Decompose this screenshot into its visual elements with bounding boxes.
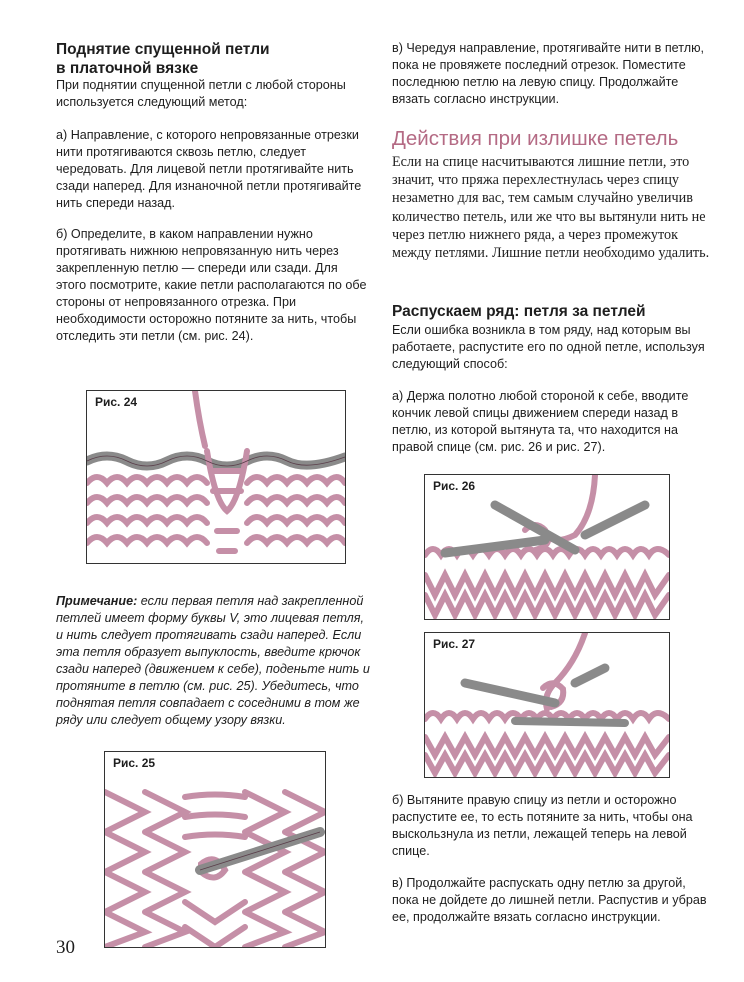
figure-27-illustration: [425, 633, 669, 777]
figure-26: [424, 474, 670, 620]
note-paragraph: [56, 593, 372, 729]
figure-27: [424, 632, 670, 778]
left-section-title: [56, 40, 356, 78]
left-title-line1: Поднятие спущенной петли: [56, 41, 270, 58]
note-text: если первая петля над закрепленной петлей имеет форму буквы V, это лицевая петля, и нить следует протягивать сзади наперед. Если эта петля образует выпуклость, введите крючок сзади наперед (движением к себе), поденьте нить и протяните в петлю (см. рис. 25). Убедитесь, что поднятая петля совпадает с соседними в том же ряду или следует общему узору вязки.: [56, 594, 370, 727]
note-label: Примечание:: [56, 594, 138, 608]
unravel-heading: Распускаем ряд: петля за петлей: [392, 303, 646, 320]
figure-24-label: Рис. 24: [95, 395, 138, 409]
left-title-line2: в платочной вязке: [56, 60, 199, 77]
figure-24-illustration: [87, 391, 345, 563]
excess-loops-text: Если на спице насчитываются лишние петли, это значит, что пряжа перехлестнулась через спицу незаметно для вас, тем самым случайно увеличив количество петель, или же что вы вытянули нить не через петлю нижнего ряда, а через промежуток между петлями. Лишние петли необходимо удалить.: [392, 154, 710, 262]
figure-25-label: Рис. 25: [113, 756, 156, 770]
figure-24: [86, 390, 346, 564]
right-step-a: а) Держа полотно любой стороной к себе, вводите кончик левой спицы движением спереди назад в петлю, из которой вытянута та, что находится на правой спице (см. рис. 26 и рис. 27).: [392, 389, 689, 454]
figure-25: [104, 751, 326, 948]
figure-27-label: Рис. 27: [433, 637, 476, 651]
left-intro: При поднятии спущенной петли с любой стороны используется следующий метод:: [56, 78, 346, 109]
right-step-v: в) Продолжайте распускать одну петлю за другой, пока не дойдете до лишней петли. Распустив и убрав ее, продолжайте вязать согласно инструкции.: [392, 876, 707, 924]
figure-25-illustration: [105, 752, 325, 947]
left-step-a: а) Направление, с которого непровязанные отрезки нити протягиваются сквозь петлю, следует чередовать. Для лицевой петли протягивайте нить сзади наперед. Для изнаночной петли протягивайте нить спереди назад.: [56, 128, 362, 210]
figure-26-illustration: [425, 475, 669, 619]
page-number: 30: [56, 937, 75, 958]
left-step-b: б) Определите, в каком направлении нужно протягивать нижнюю непровязанную нить через закрепленную петлю — спереди или сзади. Для этого посмотрите, какие петли располагаются по обе стороны от непровязанного отрезка. При необходимости осторожно потяните за нить, чтобы отследить эти петли (см. рис. 24).: [56, 227, 367, 343]
unravel-intro: Если ошибка возникла в том ряду, над которым вы работаете, распустите его по одной петле, используя следующий способ:: [392, 323, 705, 371]
figure-26-label: Рис. 26: [433, 479, 476, 493]
right-step-v-top: в) Чередуя направление, протягивайте нити в петлю, пока не провяжете последний отрезок. Поместите последнюю петлю на левую спицу. Продолжайте вязать согласно инструкции.: [392, 41, 705, 106]
right-step-b: б) Вытяните правую спицу из петли и осторожно распустите ее, то есть потяните за нить, чтобы она выскользнула из петли, лежащей теперь на левой спице.: [392, 793, 693, 858]
excess-loops-heading: Действия при излишке петель: [392, 127, 679, 150]
